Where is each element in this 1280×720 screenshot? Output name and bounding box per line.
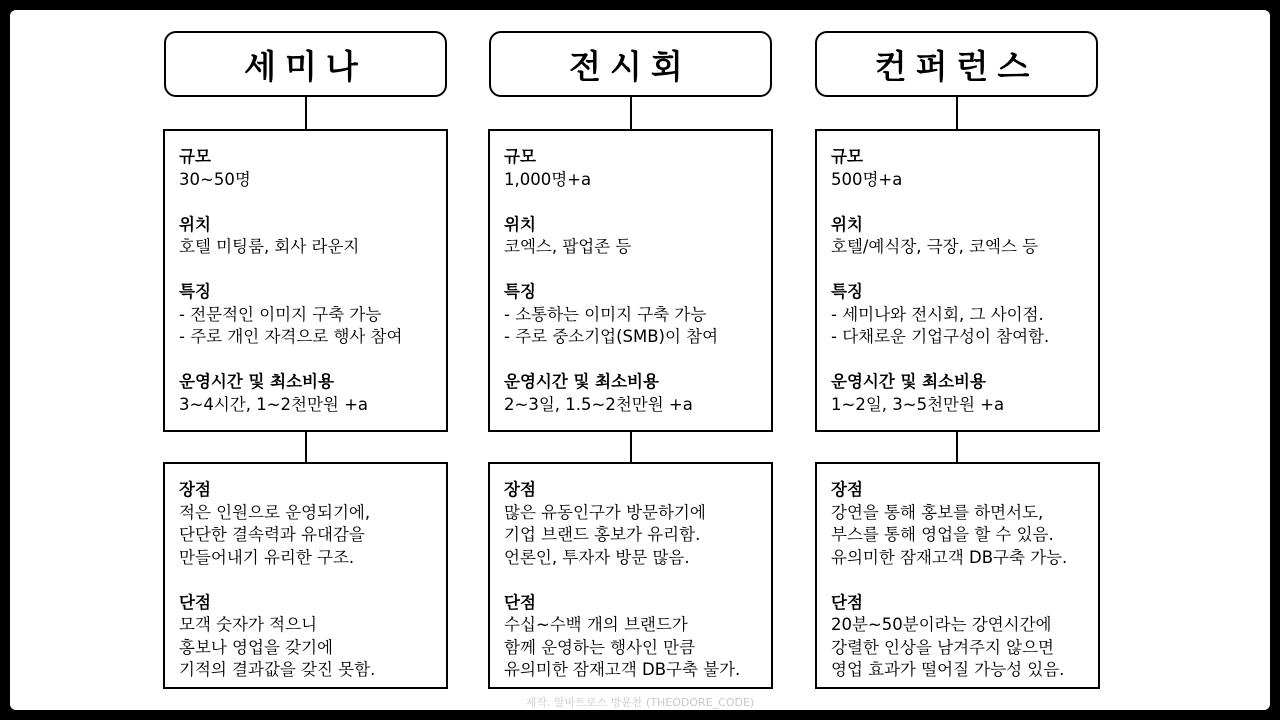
- feature-item: - 주로 개인 자격으로 행사 참여: [179, 327, 403, 346]
- pros-label: 장점: [504, 480, 536, 499]
- cons-item: 함께 운영하는 행사인 만큼: [504, 637, 696, 657]
- connector-seminar-bottom: [305, 432, 307, 462]
- feature-item: - 소통하는 이미지 구축 가능: [504, 304, 707, 324]
- connector-conference-top: [956, 97, 958, 129]
- location-value: 호텔/예식장, 극장, 코엑스 등: [831, 237, 1039, 256]
- cost-value: 3~4시간, 1~2천만원 +a: [179, 394, 369, 414]
- location-section: [504, 214, 771, 259]
- column-title-seminar: 세미나: [164, 31, 447, 97]
- cost-value: 1~2일, 3~5천만원 +a: [831, 394, 1005, 414]
- location-section: [179, 214, 446, 259]
- info-box-seminar: [163, 129, 448, 432]
- scale-section: [831, 146, 1098, 191]
- cons-section: [179, 592, 446, 682]
- pros-item: 만들어내기 유리한 구조.: [179, 547, 355, 567]
- cost-section: [504, 371, 771, 416]
- scale-label: 규모: [179, 147, 211, 166]
- pros-item: 언론인, 투자자 방문 많음.: [504, 547, 690, 567]
- feature-item: - 주로 중소기업(SMB)이 참여: [504, 327, 719, 346]
- feature-item: - 세미나와 전시회, 그 사이점.: [831, 304, 1044, 324]
- connector-exhibition-bottom: [630, 432, 632, 462]
- cons-section: [504, 592, 771, 682]
- location-value: 호텔 미팅룸, 회사 라운지: [179, 237, 360, 256]
- cons-item: 홍보나 영업을 갖기에: [179, 637, 333, 657]
- info-box-conference: [815, 129, 1100, 432]
- scale-value: 500명+a: [831, 169, 903, 189]
- cost-section: [179, 371, 446, 416]
- scale-label: 규모: [504, 147, 536, 166]
- column-title-exhibition: 전시회: [489, 31, 772, 97]
- features-section: [831, 281, 1098, 349]
- pros-item: 단단한 결속력과 유대감을: [179, 525, 365, 544]
- pros-label: 장점: [179, 480, 211, 499]
- cons-item: 수십~수백 개의 브랜드가: [504, 615, 688, 634]
- features-label: 특징: [504, 282, 536, 301]
- pros-item: 기업 브랜드 홍보가 유리함.: [504, 525, 701, 544]
- pros-section: [831, 479, 1098, 569]
- cons-section: [831, 592, 1098, 682]
- pros-cons-box-exhibition: [488, 462, 773, 689]
- cost-label: 운영시간 및 최소비용: [179, 372, 334, 391]
- scale-label: 규모: [831, 147, 863, 166]
- pros-item: 적은 인원으로 운영되기에,: [179, 502, 371, 522]
- cost-label: 운영시간 및 최소비용: [504, 372, 659, 391]
- cons-item: 기적의 결과값을 갖진 못함.: [179, 660, 376, 679]
- pros-cons-box-seminar: [163, 462, 448, 689]
- features-label: 특징: [179, 282, 211, 301]
- pros-section: [504, 479, 771, 569]
- cons-label: 단점: [504, 592, 536, 612]
- cons-item: 모객 숫자가 적으니: [179, 615, 318, 634]
- location-section: [831, 214, 1098, 259]
- cons-item: 강렬한 인상을 남겨주지 않으면: [831, 637, 1054, 657]
- cons-label: 단점: [179, 592, 211, 612]
- scale-value: 1,000명+a: [504, 169, 592, 189]
- pros-item: 부스를 통해 영업을 할 수 있음.: [831, 525, 1054, 544]
- feature-item: - 다채로운 기업구성이 참여함.: [831, 327, 1050, 346]
- location-value: 코엑스, 팝업존 등: [504, 237, 632, 256]
- location-label: 위치: [831, 214, 863, 234]
- features-label: 특징: [831, 282, 863, 301]
- scale-section: [179, 146, 446, 191]
- connector-conference-bottom: [956, 432, 958, 462]
- location-label: 위치: [504, 214, 536, 234]
- pros-item: 강연을 통해 홍보를 하면서도,: [831, 502, 1044, 522]
- features-section: [179, 281, 446, 349]
- cost-section: [831, 371, 1098, 416]
- cost-value: 2~3일, 1.5~2천만원 +a: [504, 394, 693, 414]
- pros-section: [179, 479, 446, 569]
- pros-cons-box-conference: [815, 462, 1100, 689]
- info-box-exhibition: [488, 129, 773, 432]
- cons-item: 유의미한 잠재고객 DB구축 불가.: [504, 660, 741, 679]
- pros-item: 유의미한 잠재고객 DB구축 가능.: [831, 547, 1068, 567]
- scale-value: 30~50명: [179, 169, 251, 189]
- cons-item: 영업 효과가 떨어질 가능성 있음.: [831, 660, 1065, 679]
- location-label: 위치: [179, 214, 211, 234]
- cons-label: 단점: [831, 592, 863, 612]
- cons-item: 20분~50분이라는 강연시간에: [831, 615, 1052, 634]
- scale-section: [504, 146, 771, 191]
- column-title-conference: 컨퍼런스: [815, 31, 1098, 97]
- feature-item: - 전문적인 이미지 구축 가능: [179, 304, 382, 324]
- pros-label: 장점: [831, 480, 863, 499]
- cost-label: 운영시간 및 최소비용: [831, 372, 986, 391]
- pros-item: 많은 유동인구가 방문하기에: [504, 502, 706, 522]
- connector-seminar-top: [305, 97, 307, 129]
- features-section: [504, 281, 771, 349]
- connector-exhibition-top: [630, 97, 632, 129]
- credit-watermark: 제작. 알바트로스 방윤찬 (THEODORE_CODE): [525, 696, 755, 709]
